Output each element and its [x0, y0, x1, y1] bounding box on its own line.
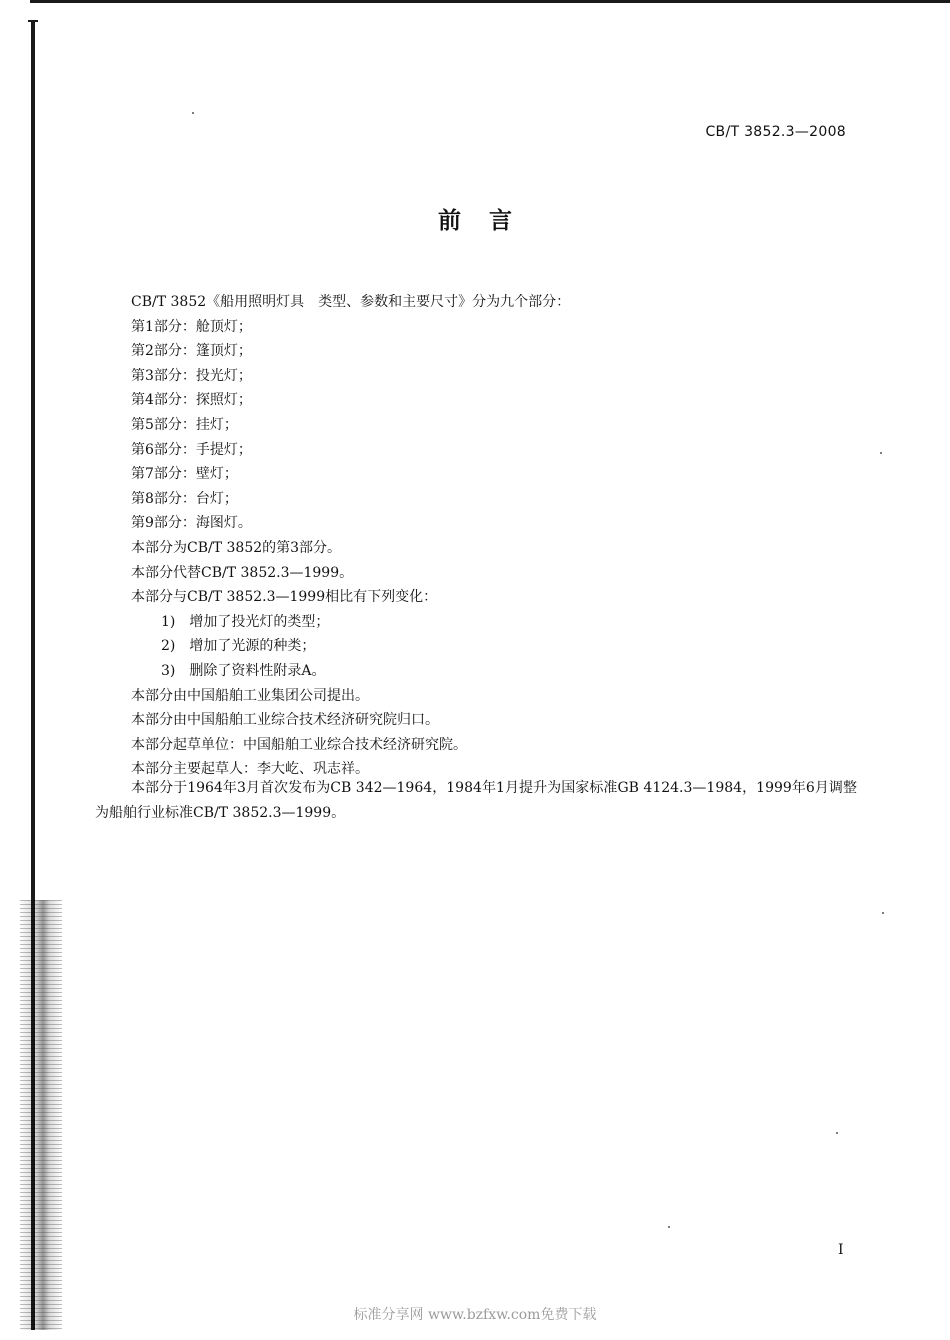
- left-rule-mark: [28, 20, 38, 22]
- part-item: 第7部分：壁灯；: [131, 466, 238, 483]
- page-number: I: [838, 1242, 844, 1258]
- drafting-unit: 本部分起草单位：中国船舶工业综合技术经济研究院。: [131, 736, 467, 753]
- part-item: 第6部分：手提灯；: [131, 441, 252, 458]
- part-item: 第4部分：探照灯；: [131, 392, 252, 409]
- page-title: 前言: [438, 208, 540, 234]
- scan-speck: [668, 1226, 670, 1228]
- scan-speck: [882, 912, 884, 914]
- scan-speck: [192, 112, 194, 114]
- drafters: 本部分主要起草人：李大屹、巩志祥。: [131, 761, 369, 778]
- managed-by: 本部分由中国船舶工业综合技术经济研究院归口。: [131, 712, 439, 729]
- intro-line: CB/T 3852《船用照明灯具 类型、参数和主要尺寸》分为九个部分：: [131, 294, 571, 310]
- proposed-by: 本部分由中国船舶工业集团公司提出。: [131, 687, 369, 704]
- part-item: 第1部分：舱顶灯；: [131, 318, 252, 335]
- history-paragraph: 本部分于1964年3月首次发布为CB 342—1964，1984年1月提升为国家标准GB 4124.3—1984，1999年6月调整为船舶行业标准CB/T 3852.3—1999。: [95, 780, 857, 821]
- scan-speck: [836, 1132, 838, 1134]
- part-item: 第3部分：投光灯；: [131, 367, 252, 384]
- part-item: 第5部分：挂灯；: [131, 416, 238, 433]
- document-code: CB/T 3852.3—2008: [705, 124, 846, 140]
- part-item: 第8部分：台灯；: [131, 490, 238, 507]
- replaces-statement: 本部分代替CB/T 3852.3—1999。: [131, 564, 354, 581]
- change-item: 3) 删除了资料性附录A。: [161, 662, 326, 679]
- foreword-body: [131, 290, 861, 782]
- change-item: 1) 增加了投光灯的类型；: [161, 613, 330, 630]
- top-border-rule: [30, 0, 950, 3]
- scan-edge-shadow: [20, 900, 62, 1330]
- change-item: 2) 增加了光源的种类；: [161, 638, 316, 655]
- is-part-statement: 本部分为CB/T 3852的第3部分。: [131, 539, 342, 556]
- scan-speck: [880, 452, 882, 454]
- watermark-text: 标准分享网 www.bzfxw.com免费下载: [353, 1307, 597, 1323]
- changes-intro: 本部分与CB/T 3852.3—1999相比有下列变化：: [131, 589, 438, 606]
- part-item: 第2部分：篷顶灯；: [131, 343, 252, 360]
- part-item: 第9部分：海图灯。: [131, 515, 252, 532]
